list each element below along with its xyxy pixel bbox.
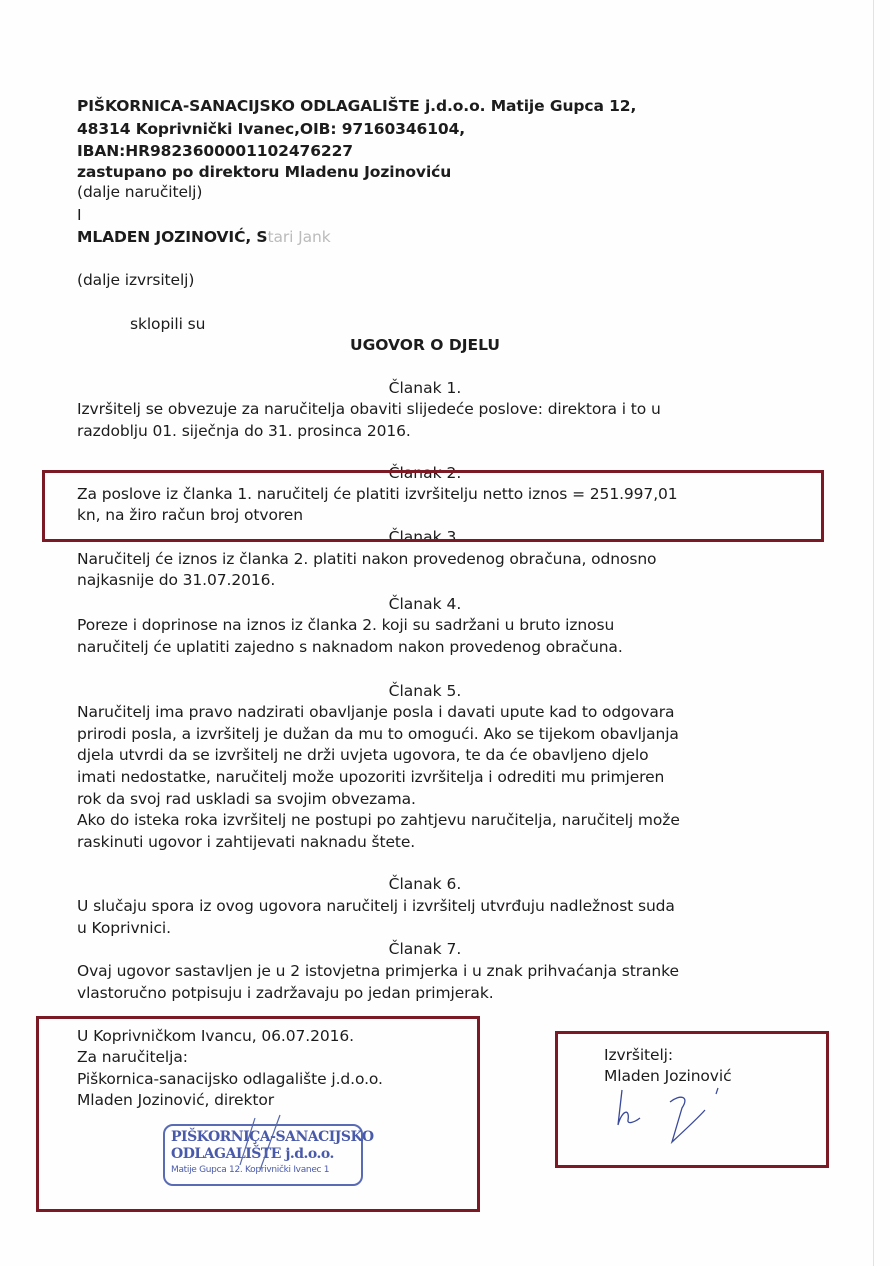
article-1-line: Izvršitelj se obvezuje za naručitelja obaviti slijedeće poslove: direktora i to u (77, 400, 661, 418)
article-5-line: Ako do isteka roka izvršitelj ne postupi po zahtjevu naručitelja, naručitelj može (77, 811, 680, 829)
article-3-line: Naručitelj će iznos iz članka 2. platiti nakon provedenog obračuna, odnosno (77, 550, 657, 568)
article-7-line: Ovaj ugovor sastavljen je u 2 istovjetna primjerka i u znak prihvaćanja stranke (77, 962, 679, 980)
party2-line (77, 227, 331, 247)
page-edge (873, 0, 874, 1266)
article-5-line: djela utvrdi da se izvršitelj ne drži uvjeta ugovora, te da će obavljeno djelo (77, 746, 649, 764)
article-2-heading: Članak 2. (388, 464, 462, 482)
article-6-line: u Koprivnici. (77, 919, 171, 937)
article-3-line: najkasnije do 31.07.2016. (77, 571, 276, 589)
conjunction: I (77, 206, 82, 224)
party2-role: (dalje izvrsitelj) (77, 271, 195, 289)
article-5-line: prirodi posla, a izvršitelj je dužan da mu to omogući. Ako se tijekom obavljanja (77, 725, 679, 743)
client-company: Piškornica-sanacijsko odlagalište j.d.o.o. (77, 1070, 383, 1088)
article-1-heading: Članak 1. (388, 379, 462, 397)
article-7-line: vlastoručno potpisuju i zadržavaju po jedan primjerak. (77, 984, 494, 1002)
article-6-heading: Članak 6. (388, 875, 462, 893)
article-1-line: razdoblju 01. siječnja do 31. prosinca 2016. (77, 422, 411, 440)
article-5-line: rok da svoj rad uskladi sa svojim obvezama. (77, 790, 416, 808)
article-5-line: raskinuti ugovor i zahtijevati naknadu štete. (77, 833, 416, 851)
client-signatory: Mladen Jozinović, direktor (77, 1091, 274, 1109)
contractor-label: Izvršitelj: (604, 1046, 673, 1064)
header-line-3: IBAN:HR9823600001102476227 (77, 142, 353, 160)
contractor-name: Mladen Jozinović (604, 1067, 732, 1085)
highlight-box-client-signature (36, 1016, 480, 1212)
stamp-line-2: ODLAGALIŠTE j.d.o.o. (171, 1146, 334, 1162)
header-line-4: zastupano po direktoru Mladenu Jozinoviću (77, 163, 452, 181)
party2-name: MLADEN JOZINOVIĆ, S (77, 228, 268, 246)
article-5-heading: Članak 5. (388, 682, 462, 700)
document-title: UGOVOR O DJELU (349, 336, 500, 354)
intro-text: sklopili su (130, 315, 206, 333)
for-client-label: Za naručitelja: (77, 1048, 188, 1066)
header-line-5: (dalje naručitelj) (77, 183, 203, 201)
article-7-heading: Članak 7. (388, 940, 462, 958)
article-2-line: kn, na žiro račun broj otvoren (77, 506, 303, 524)
stamp-line-1: PIŠKORNIÇA-SANACIJSKO (171, 1129, 374, 1145)
highlight-box-article-2 (42, 470, 824, 542)
article-5-line: Naručitelj ima pravo nadzirati obavljanje posla i davati upute kad to odgovara (77, 703, 675, 721)
article-3-heading: Članak 3. (388, 528, 462, 546)
party2-redacted: tari Jank (267, 228, 331, 246)
highlight-box-contractor-signature (555, 1031, 829, 1168)
article-4-line: naručitelj će uplatiti zajedno s naknadom nakon provedenog obračuna. (77, 638, 623, 656)
article-2-line: Za poslove iz članka 1. naručitelj će platiti izvršitelju netto iznos = 251.997,01 (77, 485, 678, 503)
article-6-line: U slučaju spora iz ovog ugovora naručitelj i izvršitelj utvrđuju nadležnost suda (77, 897, 675, 915)
stamp-line-3: Matije Gupca 12. Koprivnički Ivanec 1 (171, 1165, 330, 1175)
article-4-heading: Članak 4. (388, 595, 462, 613)
article-5-line: imati nedostatke, naručitelj može upozoriti izvršitelja i odrediti mu primjeren (77, 768, 665, 786)
place-date: U Koprivničkom Ivancu, 06.07.2016. (77, 1027, 354, 1045)
header-line-2: 48314 Koprivnički Ivanec,OIB: 97160346104, (77, 120, 466, 138)
article-4-line: Poreze i doprinose na iznos iz članka 2. koji su sadržani u bruto iznosu (77, 616, 615, 634)
header-line-1: PIŠKORNICA-SANACIJSKO ODLAGALIŠTE j.d.o.o. Matije Gupca 12, (77, 97, 637, 115)
